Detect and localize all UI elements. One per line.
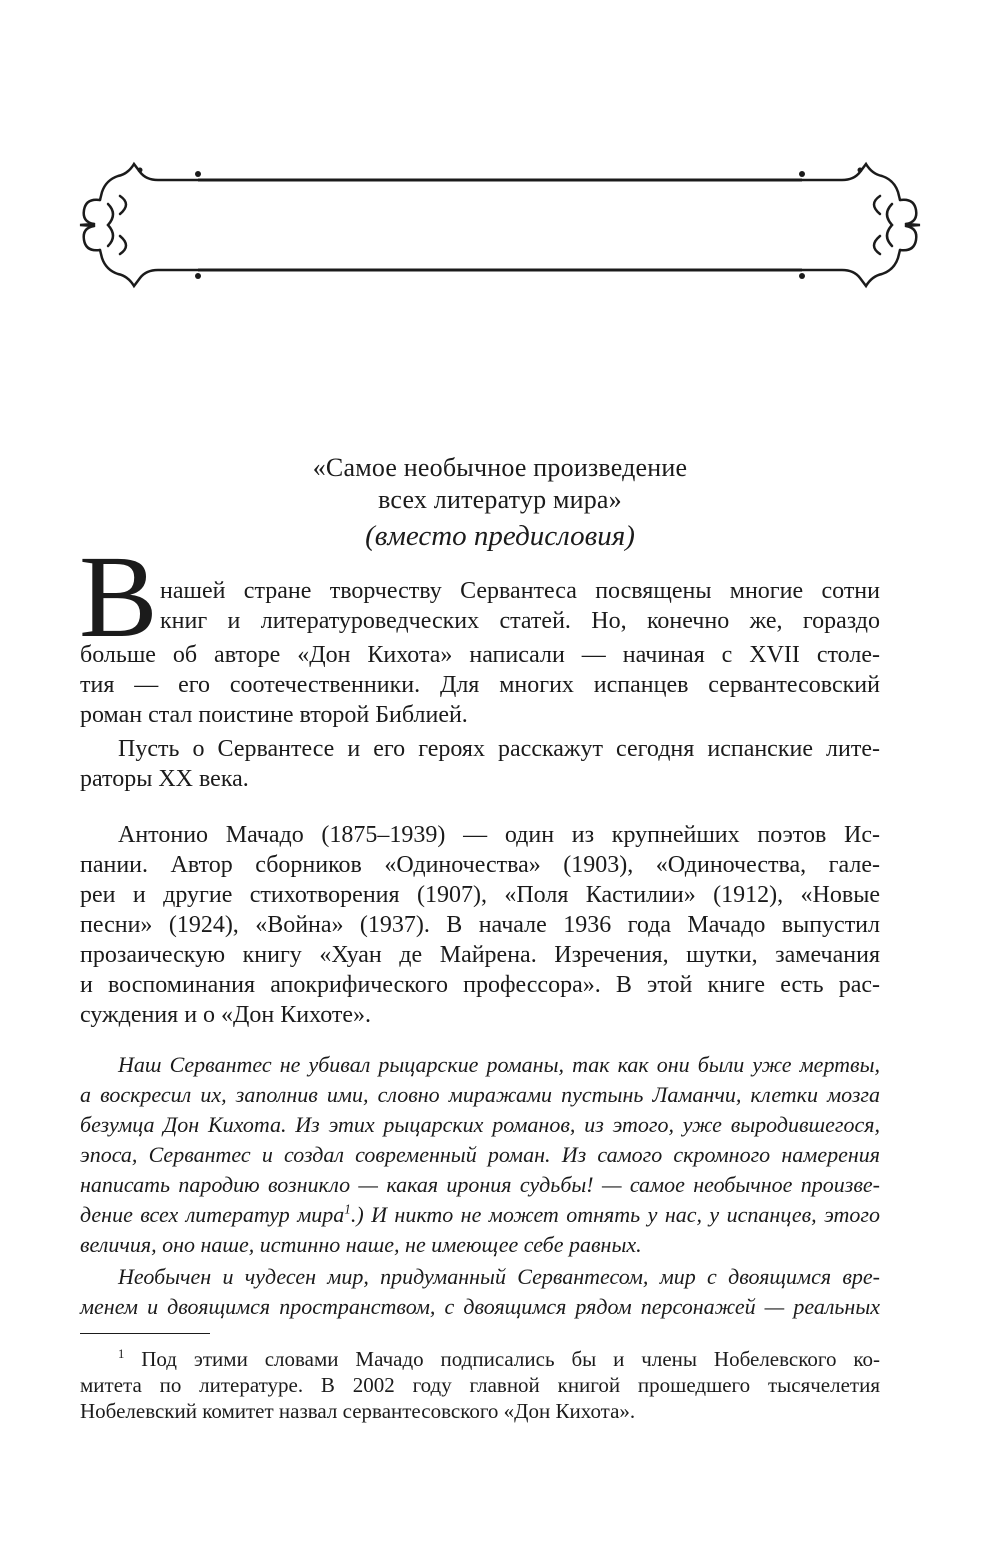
quote-line: величия, оно наше, истинно наше, не имеющее себе равных. — [80, 1232, 642, 1257]
intro-line: роман стал поистине второй Библией. — [80, 702, 468, 728]
footnote-line — [118, 1346, 880, 1372]
chapter-subtitle: (вместо предисловия) — [365, 520, 635, 552]
intro-line: Пусть о Сервантесе и его героях расскажут сегодня испанские лите- — [118, 736, 880, 762]
intro-line: тия — его соотечественники. Для многих испанцев сервантесовский — [80, 672, 880, 698]
quote-line: безумца Дон Кихота. Из этих рыцарских романов, из этого, уже выродившегося, — [80, 1112, 880, 1137]
footnote-divider — [80, 1333, 210, 1334]
quote-line: менем и двоящимся пространством, с двоящимся рядом персонажей — реальных — [80, 1294, 880, 1319]
machado-line: и воспоминания апокрифического профессора». В этой книге есть рас- — [80, 972, 880, 998]
chapter-title-line1: «Самое необычное произведение — [312, 453, 688, 482]
quote-line: а воскресил их, заполнив ими, словно миражами пустынь Ламанчи, клетки мозга — [80, 1082, 880, 1107]
quote-line: Необычен и чудесен мир, придуманный Сервантесом, мир с двоящимся вре- — [118, 1264, 880, 1289]
intro-line: больше об авторе «Дон Кихота» написали — начиная с XVII столе- — [80, 642, 880, 668]
machado-line: Антонио Мачадо (1875–1939) — один из крупнейших поэтов Ис- — [118, 822, 880, 848]
machado-line: суждения и о «Дон Кихоте». — [80, 1002, 372, 1028]
footnote-line: Нобелевский комитет назвал сервантесовского «Дон Кихота». — [80, 1399, 636, 1423]
drop-cap: В — [79, 531, 158, 662]
intro-line: нашей стране творчеству Сервантеса посвящены многие сотни — [160, 578, 880, 604]
footnote-line: митета по литературе. В 2002 году главной книгой прошедшего тысячелетия — [80, 1373, 880, 1397]
quote-line: Наш Сервантес не убивал рыцарские романы, так как они были уже мертвы, — [118, 1052, 880, 1077]
footnote-marker: 1 — [118, 1347, 125, 1361]
machado-line: песни» (1924), «Война» (1937). В начале 1936 года Мачадо выпустил — [80, 912, 880, 938]
quote-text: дение всех литератур мира — [80, 1202, 345, 1227]
machado-line: пании. Автор сборников «Одиночества» (1903), «Одиночества, гале- — [80, 852, 880, 878]
quote-line: эпоса, Сервантес и создал современный роман. Из самого скромного намерения — [80, 1142, 880, 1167]
intro-line: раторы XX века. — [80, 766, 249, 792]
quote-text: .) И никто не может отнять у нас, у испанцев, этого — [350, 1202, 880, 1227]
footnote-text: Под этими словами Мачадо подписались бы и члены Нобелевского ко- — [124, 1347, 880, 1371]
quote-line — [80, 1200, 880, 1230]
footnote-ref[interactable]: 1 — [344, 1201, 351, 1217]
intro-line: книг и литературоведческих статей. Но, конечно же, гораздо — [160, 608, 880, 634]
chapter-title-line2: всех литератур мира» — [378, 485, 622, 514]
machado-line: реи и другие стихотворения (1907), «Поля Кастилии» (1912), «Новые — [80, 882, 880, 908]
machado-line: прозаическую книгу «Хуан де Майрена. Изречения, шутки, замечания — [80, 942, 880, 968]
ornamental-frame — [0, 0, 1000, 300]
quote-line: написать пародию возникло — какая ирония судьбы! — самое необычное произве- — [80, 1172, 880, 1197]
